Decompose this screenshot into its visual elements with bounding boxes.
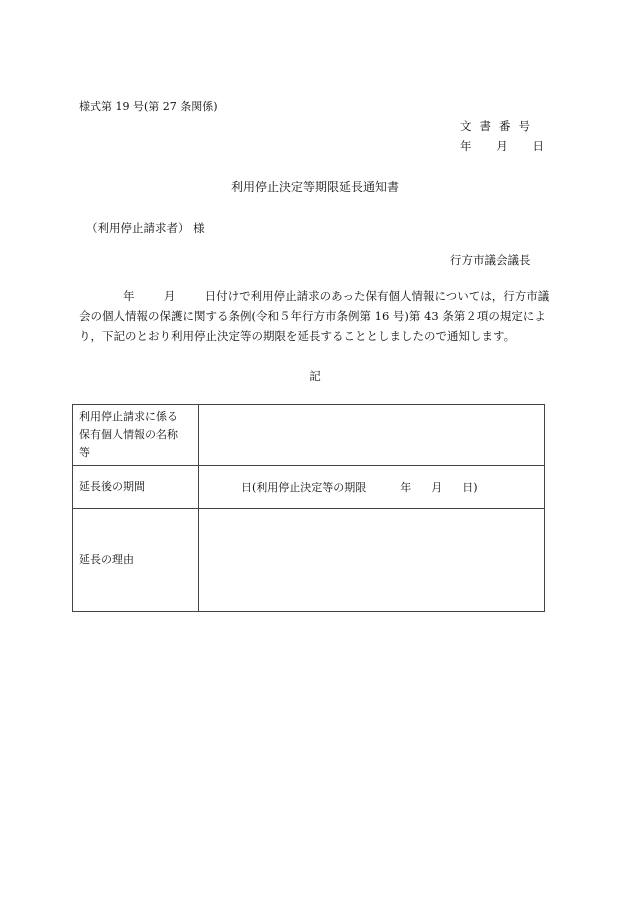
body-year: 年 (123, 289, 135, 303)
period-month: 月 (431, 481, 443, 494)
info-name-value[interactable] (199, 405, 545, 466)
form-number: 様式第 19 号(第 27 条関係) (79, 100, 218, 113)
document-number-label: 文書番号 (460, 119, 538, 133)
extension-reason-label: 延長の理由 (73, 509, 199, 612)
info-name-label (73, 405, 199, 466)
table-row-extended-period (73, 466, 545, 509)
extended-period-label: 延長後の期間 (73, 466, 199, 509)
document-title: 利用停止決定等期限延長通知書 (230, 180, 399, 194)
notice-body-line-1 (79, 286, 550, 306)
extended-period-value[interactable] (199, 466, 545, 509)
sender: 行方市議会議長 (450, 253, 531, 267)
info-name-label-line: 利用停止請求に係る (79, 410, 178, 423)
notice-body (79, 286, 550, 346)
info-name-label-line: 保有個人情報の名称 (79, 428, 178, 441)
addressee: （利用停止請求者） 様 (86, 221, 205, 235)
body-month: 月 (163, 289, 176, 303)
date-year: 年 (460, 139, 472, 153)
notice-body-line-2: 会の個人情報の保護に関する条例(令和５年行方市条例第 16 号)第 43 条第２項の規定によ (79, 309, 546, 323)
period-day: 日(利用停止決定等の期限 (241, 481, 367, 494)
period-day-close: 日) (462, 481, 478, 494)
info-name-label-line: 等 (79, 446, 90, 459)
date-day: 日 (532, 139, 544, 153)
table-row-extension-reason (73, 509, 545, 612)
info-table (72, 404, 545, 612)
table-row-info-name (73, 405, 545, 466)
ki-heading: 記 (309, 369, 321, 383)
notice-body-line-3: り，下記のとおり利用停止決定等の期限を延長することとしましたので通知します。 (79, 329, 516, 343)
extension-reason-value[interactable] (199, 509, 545, 612)
body-line1-rest: 日付けで利用停止請求のあった保有個人情報については，行方市議 (204, 289, 550, 303)
date-line (460, 138, 544, 154)
date-month: 月 (496, 139, 508, 153)
period-year: 年 (400, 481, 412, 494)
